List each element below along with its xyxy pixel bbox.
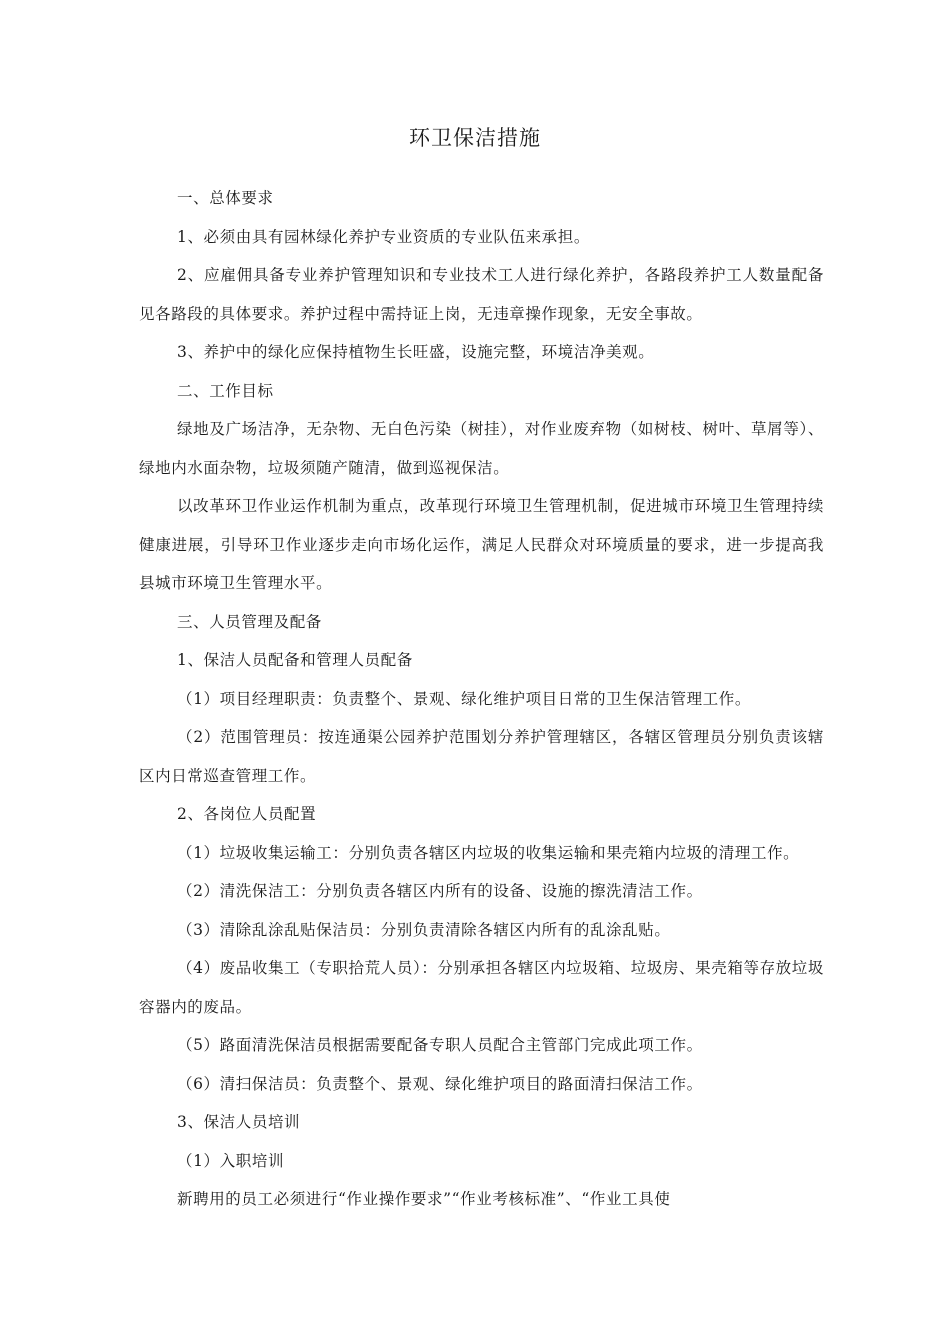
list-item: （1）垃圾收集运输工：分别负责各辖区内垃圾的收集运输和果壳箱内垃圾的清理工作。 bbox=[177, 843, 800, 862]
list-item: （5）路面清洗保洁员根据需要配备专职人员配合主管部门完成此项工作。 bbox=[177, 1036, 703, 1054]
list-item: （1）项目经理职责：负责整个、景观、绿化维护项目日常的卫生保洁管理工作。 bbox=[177, 689, 751, 708]
heading-work-goals: 二、工作目标 bbox=[177, 381, 274, 400]
list-item: （4）废品收集工（专职拾荒人员）：分别承担各辖区内垃圾箱、垃圾房、果壳箱等存放垃圾容器内的废品。 bbox=[139, 959, 824, 1016]
list-item: （1）入职培训 bbox=[177, 1151, 285, 1170]
paragraph: 以改革环卫作业运作机制为重点，改革现行环境卫生管理机制，促进城市环境卫生管理持续健康进展，引导环卫作业逐步走向市场化运作，满足人民群众对环境质量的要求，进一步提高我县城市环境卫生管理水平。 bbox=[139, 497, 824, 592]
list-item: （2）范围管理员：按连通渠公园养护范围划分养护管理辖区，各辖区管理员分别负责该辖区内日常巡查管理工作。 bbox=[139, 728, 824, 785]
list-item: （2）清洗保洁工：分别负责各辖区内所有的设备、设施的擦洗清洁工作。 bbox=[177, 882, 703, 900]
heading-general-requirements: 一、总体要求 bbox=[177, 189, 274, 207]
heading-staff-management: 三、人员管理及配备 bbox=[177, 612, 322, 631]
subheading: 3、保洁人员培训 bbox=[177, 1113, 301, 1131]
paragraph: 绿地及广场洁净，无杂物、无白色污染（树挂），对作业废弃物（如树枝、树叶、草屑等）、绿地内水面杂物，垃圾须随产随清，做到巡视保洁。 bbox=[139, 420, 824, 477]
paragraph: 新聘用的员工必须进行“作业操作要求”“作业考核标准”、“作业工具使 bbox=[177, 1190, 671, 1208]
paragraph: 2、应雇佣具备专业养护管理知识和专业技术工人进行绿化养护，各路段养护工人数量配备见各路段的具体要求。养护过程中需持证上岗，无违章操作现象，无安全事故。 bbox=[139, 266, 824, 323]
document-title: 环卫保洁措施 bbox=[409, 126, 541, 150]
paragraph: 3、养护中的绿化应保持植物生长旺盛，设施完整，环境洁净美观。 bbox=[177, 343, 655, 361]
paragraph: 1、必须由具有园林绿化养护专业资质的专业队伍来承担。 bbox=[177, 227, 590, 246]
subheading: 2、各岗位人员配置 bbox=[177, 805, 317, 823]
list-item: （3）清除乱涂乱贴保洁员：分别负责清除各辖区内所有的乱涂乱贴。 bbox=[177, 920, 671, 939]
subheading: 1、保洁人员配备和管理人员配备 bbox=[177, 651, 413, 669]
document-body bbox=[139, 179, 824, 1219]
list-item: （6）清扫保洁员：负责整个、景观、绿化维护项目的路面清扫保洁工作。 bbox=[177, 1074, 703, 1093]
